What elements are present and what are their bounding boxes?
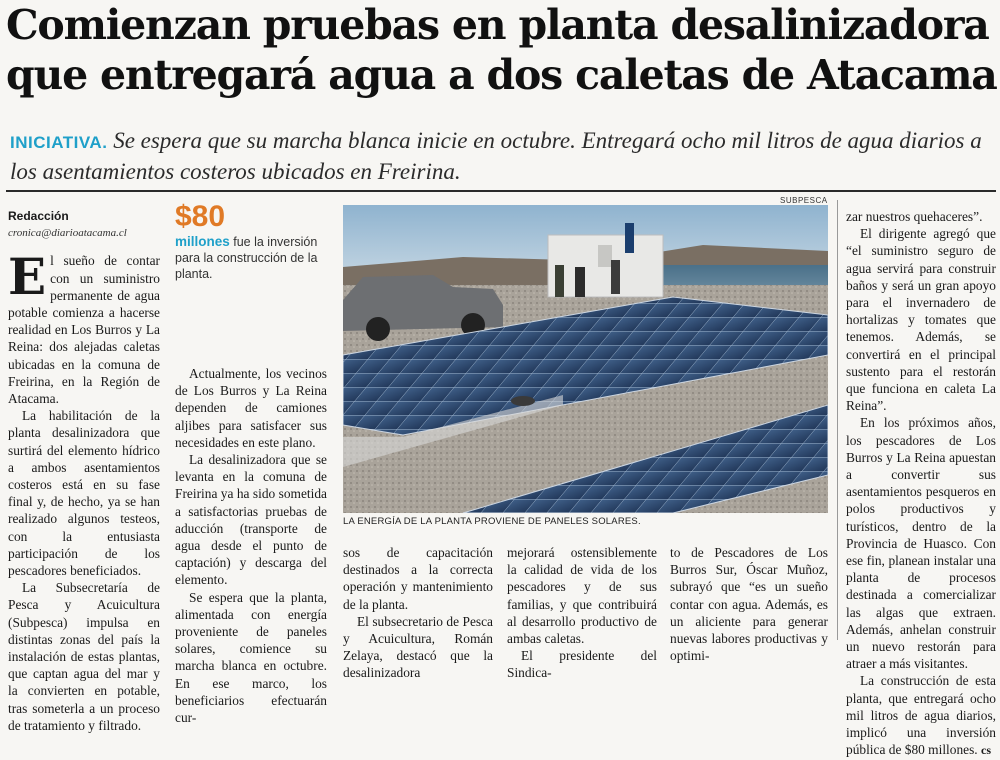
paragraph: Se espera que la planta, alimentada con energía proveniente de paneles solares, comience su marcha blanca en octubre. En ese marco, los beneficiarios efectuarán cur- (175, 589, 327, 726)
pullquote (175, 200, 327, 282)
paragraph: zar nuestros quehaceres”. (846, 209, 983, 224)
body-column-4 (507, 544, 657, 682)
worker (555, 265, 564, 297)
paragraph: Actualmente, los vecinos de Los Burros y La Reina dependen de camiones aljibes para satisfacer sus necesidades en este plano. (175, 366, 327, 450)
paragraph: En los próximos años, los pescadores de Los Burros y La Reina apuestan a convertir sus asentamientos pesqueros en polos productivos y turísticos, dentro de la Provincia de Huasco. Con ese fin, planean instalar una planta de procesos destinada a comercializar las algas que extraen. Además, anhelan construir un nuevo restorán para atraer a más visitantes. (846, 415, 996, 672)
paragraph: to de Pescadores de Los Burros Sur, Óscar Muñoz, subrayó que “es un sueño contar con agua. Además, es un aliciente para generar nuevas labores productivas y optimi- (670, 545, 828, 664)
deck (10, 126, 995, 186)
body-column-1 (8, 208, 160, 734)
end-mark-icon: cs (981, 743, 992, 758)
paragraph-text: l sueño de contar con un suministro permanente de agua potable comienza a hacerse realidad en Los Burros y La Reina: dos alejadas caletas ubicadas en la comuna de Freirina, en la Región de Atacama. (8, 253, 160, 407)
body-column-5 (670, 544, 828, 664)
paragraph: La habilitación de la planta desalinizadora que surtirá del elemento hídrico a ambos asentamientos costeros está en su fase final y, de hecho, ya se han realizado algunos testeos, con la entusiasta participación de los pescadores beneficiados. (8, 408, 160, 579)
paragraph: La Subsecretaría de Pesca y Acuicultura (Subpesca) impulsa en distintas zonas del país la instalación de estas plantas, que captan agua del mar y la convierten en potable, tras someterla a un proceso de tratamiento y filtrado. (8, 580, 160, 733)
photo-illustration (343, 205, 828, 513)
body-column-2 (175, 365, 327, 726)
headline (6, 0, 996, 100)
pipe-fitting (511, 396, 535, 406)
pullquote-text (175, 234, 327, 282)
column-divider (837, 200, 838, 640)
photo-caption: LA ENERGÍA DE LA PLANTA PROVIENE DE PANELES SOLARES. (343, 516, 641, 527)
solar-plant-photo (343, 205, 828, 513)
headline-line-2: que entregará agua a dos caletas de Atacama (6, 51, 997, 99)
dropcap: E (8, 247, 47, 307)
paragraph-text: La construcción de esta planta, que entregará ocho mil litros de agua diarios, implicó una inversión pública de $80 millones. (846, 673, 996, 758)
headline-line-1: Comienzan pruebas en planta desalinizadora (6, 1, 989, 49)
pullquote-number: $80 (175, 200, 226, 233)
paragraph (846, 672, 996, 759)
paragraph: sos de capacitación destinados a la correcta operación y mantenimiento de la planta. (343, 545, 493, 612)
paragraph: El subsecretario de Pesca y Acuicultura, Román Zelaya, destacó que la desalinizadora (343, 613, 493, 681)
worker (575, 267, 585, 297)
pullquote-body: fue la inversión para la construcción de la planta. (175, 235, 318, 281)
deck-kicker: INICIATIVA. (10, 133, 108, 152)
paragraph (8, 247, 160, 407)
body-column-3 (343, 544, 493, 682)
body-column-6 (846, 208, 996, 760)
section-rule (6, 190, 996, 192)
byline-author: Redacción (8, 209, 69, 223)
paragraph: mejorará ostensiblemente la calidad de vida de los pescadores y de sus familias, y que contribuirá al desarrollo productivo de ambas caletas. (507, 545, 657, 647)
worker (611, 260, 620, 294)
paragraph: El presidente del Sindica- (507, 648, 657, 681)
worker (625, 223, 634, 253)
pullquote-unit: millones (175, 234, 230, 249)
deck-text: Se espera que su marcha blanca inicie en octubre. Entregará ocho mil litros de agua diarios a los asentamientos costeros ubicados en Freirina. (10, 128, 982, 184)
photo-credit: SUBPESCA (780, 196, 828, 205)
paragraph: El dirigente agregó que “el suministro seguro de agua servirá para construir baños y será un gran apoyo para el invernadero de hortalizas y tomates que tenemos. Además, se convertirá en el principal sustento para el restorán que funciona en caleta La Reina”. (846, 226, 996, 414)
byline-email: cronica@diarioatacama.cl (8, 227, 127, 240)
paragraph: La desalinizadora que se levanta en la comuna de Freirina ya ha sido sometida a satisfactorias pruebas de aducción (transporte de agua desde el punto de captación) y descarga del elemento. (175, 452, 327, 588)
